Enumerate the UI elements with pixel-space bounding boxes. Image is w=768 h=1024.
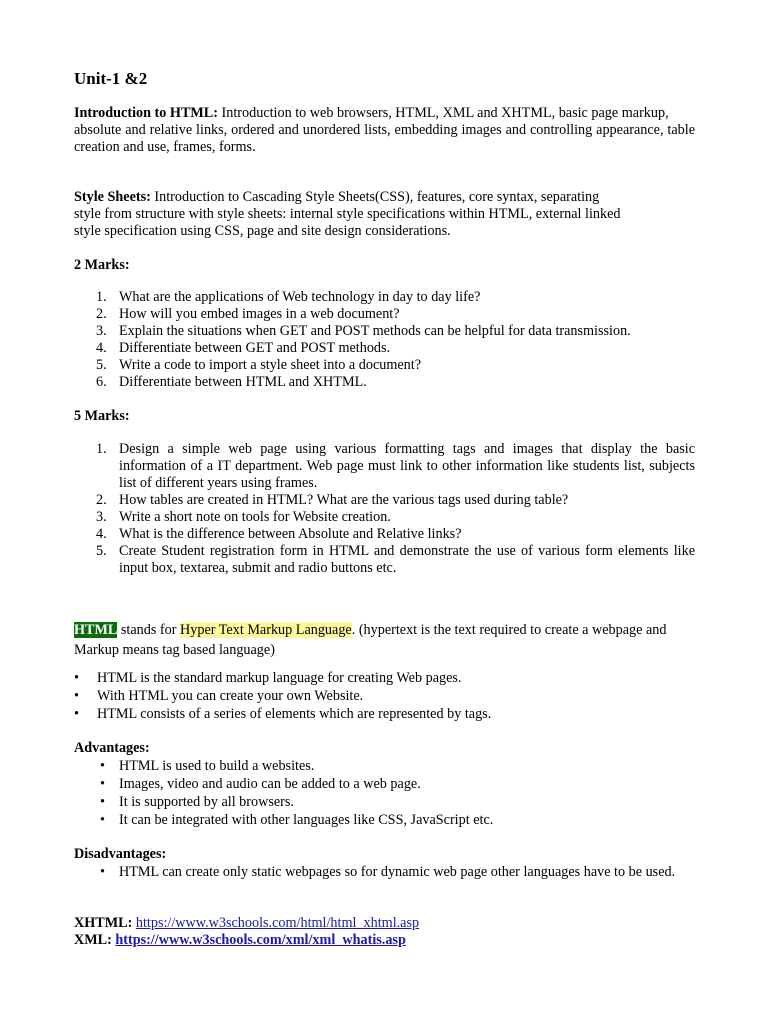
intro-line-2: absolute and relative links, ordered and unordered lists, embedding images and controlling appearance, table creation and use, frames, forms. (74, 122, 695, 155)
question-item (74, 441, 695, 492)
question-item (74, 323, 695, 340)
intro-line-1 (74, 105, 695, 122)
question-item (74, 374, 695, 391)
xhtml-link-line (74, 915, 695, 932)
question-text: What is the difference between Absolute and Relative links? (119, 526, 462, 542)
question-number: 4. (96, 526, 107, 542)
bullet-icon: • (74, 706, 79, 722)
xml-link-line (74, 932, 695, 949)
bullet-item (74, 863, 695, 881)
style-sheets-line-1 (74, 189, 695, 206)
question-item (74, 509, 695, 526)
bullet-item (74, 687, 695, 705)
bullet-icon: • (100, 864, 105, 880)
bullet-icon: • (100, 758, 105, 774)
question-text: Write a short note on tools for Website creation. (119, 509, 391, 525)
question-number: 2. (96, 492, 107, 508)
bullet-item (74, 757, 695, 775)
bullet-text: It is supported by all browsers. (119, 794, 294, 810)
html-def-rest: . (hypertext is the text required to create a webpage and Markup means tag based language) (74, 622, 667, 658)
style-sheets-paragraph (74, 189, 695, 240)
question-text: Design a simple web page using various formatting tags and images that display the basic information of a IT department. Web page must link to other information like students list, subjects list of different years using frames. (119, 441, 695, 491)
disadvantages-list (74, 863, 695, 881)
question-item (74, 543, 695, 577)
advantages-heading: Advantages: (74, 740, 150, 756)
bullet-text: Images, video and audio can be added to a web page. (119, 776, 421, 792)
disadvantages-heading: Disadvantages: (74, 846, 167, 862)
two-marks-heading: 2 Marks: (74, 257, 130, 273)
bullet-icon: • (74, 688, 79, 704)
question-text: What are the applications of Web technology in day to day life? (119, 289, 481, 305)
html-definition (74, 620, 695, 660)
question-number: 1. (96, 441, 107, 457)
five-marks-list (74, 441, 695, 577)
bullet-icon: • (100, 812, 105, 828)
unit-title: Unit-1 &2 (74, 69, 148, 88)
question-number: 6. (96, 374, 107, 390)
question-number: 4. (96, 340, 107, 356)
question-text: Differentiate between HTML and XHTML. (119, 374, 367, 390)
bullet-icon: • (100, 794, 105, 810)
xml-label: XML: (74, 932, 112, 948)
bullet-icon: • (100, 776, 105, 792)
bullet-text: HTML consists of a series of elements which are represented by tags. (97, 706, 492, 722)
bullet-text: HTML can create only static webpages so for dynamic web page other languages have to be used. (119, 864, 676, 880)
html-points (74, 669, 695, 723)
five-marks-heading: 5 Marks: (74, 408, 130, 424)
question-text: How tables are created in HTML? What are the various tags used during table? (119, 492, 569, 508)
question-text: How will you embed images in a web document? (119, 306, 400, 322)
question-item (74, 306, 695, 323)
xml-link[interactable]: https://www.w3schools.com/xml/xml_whatis.asp (115, 932, 406, 948)
style-sheets-text-1: Introduction to Cascading Style Sheets(CSS), features, core syntax, separating (154, 189, 600, 205)
bullet-item (74, 705, 695, 723)
xhtml-link[interactable]: https://www.w3schools.com/html/html_xhtml.asp (135, 915, 420, 931)
bullet-item (74, 793, 695, 811)
question-number: 3. (96, 323, 107, 339)
question-text: Write a code to import a style sheet into a document? (119, 357, 421, 373)
question-text: Create Student registration form in HTML and demonstrate the use of various form elements like input box, textarea, submit and radio buttons etc. (119, 543, 695, 576)
question-item (74, 492, 695, 509)
style-sheets-label: Style Sheets: (74, 189, 151, 205)
two-marks-list (74, 289, 695, 391)
bullet-item (74, 669, 695, 687)
bullet-text: HTML is the standard markup language for creating Web pages. (97, 670, 462, 686)
bullet-text: HTML is used to build a websites. (119, 758, 315, 774)
question-number: 5. (96, 357, 107, 373)
bullet-text: With HTML you can create your own Website. (97, 688, 364, 704)
bullet-item (74, 811, 695, 829)
html-def-mid: stands for (117, 622, 181, 638)
html-expansion-highlight: Hyper Text Markup Language (180, 622, 352, 638)
question-item (74, 526, 695, 543)
question-item (74, 340, 695, 357)
question-item (74, 289, 695, 306)
question-item (74, 357, 695, 374)
html-term-highlight: HTML (74, 622, 118, 638)
xhtml-label: XHTML: (74, 915, 133, 931)
question-number: 1. (96, 289, 107, 305)
bullet-text: It can be integrated with other languages like CSS, JavaScript etc. (119, 812, 494, 828)
question-number: 5. (96, 543, 107, 559)
style-sheets-line-2: style from structure with style sheets: internal style specifications within HTML, external linked (74, 206, 621, 222)
intro-label: Introduction to HTML: (74, 105, 218, 121)
question-number: 2. (96, 306, 107, 322)
question-text: Differentiate between GET and POST methods. (119, 340, 391, 356)
bullet-item (74, 775, 695, 793)
advantages-list (74, 757, 695, 829)
intro-paragraph (74, 105, 695, 156)
intro-text-1: Introduction to web browsers, HTML, XML and XHTML, basic page markup, (221, 105, 669, 121)
question-number: 3. (96, 509, 107, 525)
style-sheets-line-3: style specification using CSS, page and site design considerations. (74, 223, 451, 239)
question-text: Explain the situations when GET and POST methods can be helpful for data transmission. (119, 323, 631, 339)
bullet-icon: • (74, 670, 79, 686)
